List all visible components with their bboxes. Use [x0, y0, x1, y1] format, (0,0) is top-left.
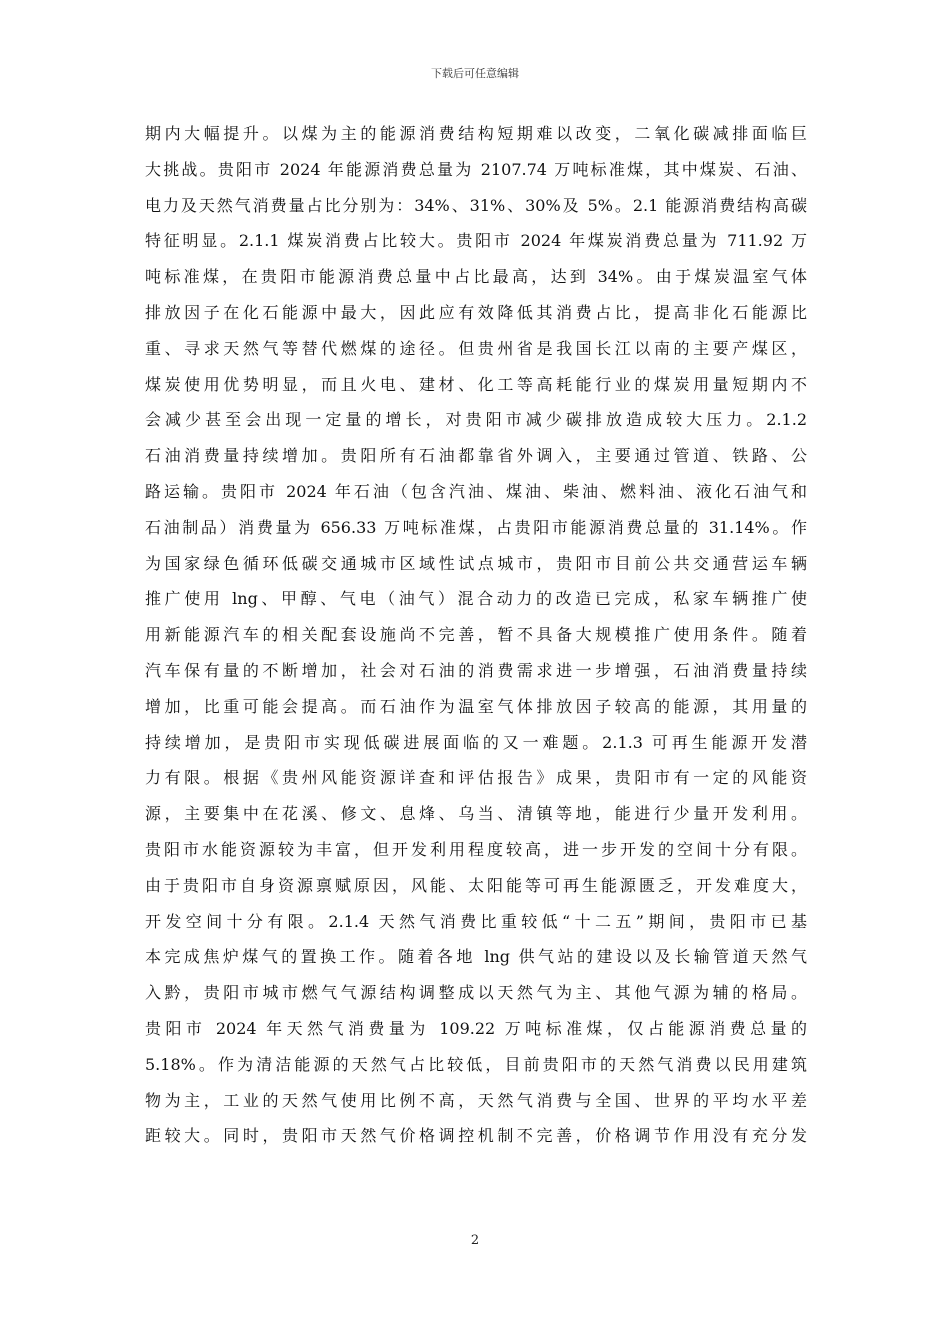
text-line: 会减少甚至会出现一定量的增长，对贵阳市减少碳排放造成较大压力。2.1.2: [145, 410, 807, 430]
text-line: 为国家绿色循环低碳交通城市区域性试点城市，贵阳市目前公共交通营运车辆: [145, 553, 807, 573]
text-line: 电力及天然气消费量占比分别为：34%、31%、30%及 5%。2.1 能源消费结构高碳: [145, 195, 807, 215]
body-paragraph: [145, 116, 807, 1154]
text-line: 排放因子在化石能源中最大，因此应有效降低其消费占比，提高非化石能源比: [145, 302, 807, 322]
text-line: 由于贵阳市自身资源禀赋原因，风能、太阳能等可再生能源匮乏，开发难度大，: [145, 875, 807, 895]
text-line: 距较大。同时，贵阳市天然气价格调控机制不完善，价格调节作用没有充分发: [145, 1126, 807, 1146]
text-line: 5.18%。作为清洁能源的天然气占比较低，目前贵阳市的天然气消费以民用建筑: [145, 1054, 807, 1074]
text-line: 贵阳市水能资源较为丰富，但开发利用程度较高，进一步开发的空间十分有限。: [145, 839, 807, 859]
text-line: 期内大幅提升。以煤为主的能源消费结构短期难以改变，二氧化碳减排面临巨: [145, 124, 807, 143]
page-header: 下载后可任意编辑: [431, 67, 519, 80]
text-line: 特征明显。2.1.1 煤炭消费占比较大。贵阳市 2024 年煤炭消费总量为 711.92 万: [145, 231, 807, 251]
text-line: 用新能源汽车的相关配套设施尚不完善，暂不具备大规模推广使用条件。随着: [145, 625, 807, 645]
text-line: 源，主要集中在花溪、修文、息烽、乌当、清镇等地，能进行少量开发利用。: [145, 804, 807, 824]
text-line: 重、寻求天然气等替代燃煤的途径。但贵州省是我国长江以南的主要产煤区，: [145, 338, 807, 358]
text-line: 石油消费量持续增加。贵阳所有石油都靠省外调入，主要通过管道、铁路、公: [145, 446, 807, 466]
text-line: 煤炭使用优势明显，而且火电、建材、化工等高耗能行业的煤炭用量短期内不: [145, 374, 807, 394]
text-line: 石油制品）消费量为 656.33 万吨标准煤，占贵阳市能源消费总量的 31.14%。作: [145, 517, 807, 537]
text-line: 物为主，工业的天然气使用比例不高，天然气消费与全国、世界的平均水平差: [145, 1090, 807, 1110]
text-line: 力有限。根据《贵州风能资源详查和评估报告》成果，贵阳市有一定的风能资: [145, 768, 807, 788]
text-line: 增加，比重可能会提高。而石油作为温室气体排放因子较高的能源，其用量的: [145, 696, 807, 716]
page-number: 2: [470, 1233, 480, 1248]
text-line: 路运输。贵阳市 2024 年石油（包含汽油、煤油、柴油、燃料油、液化石油气和: [145, 481, 807, 501]
text-line: 开发空间十分有限。2.1.4 天然气消费比重较低“十二五”期间，贵阳市已基: [145, 911, 807, 931]
text-line: 入黔，贵阳市城市燃气气源结构调整成以天然气为主、其他气源为辅的格局。: [145, 983, 807, 1003]
text-line: 汽车保有量的不断增加，社会对石油的消费需求进一步增强，石油消费量持续: [145, 660, 807, 680]
text-line: 推广使用 lng、甲醇、气电（油气）混合动力的改造已完成，私家车辆推广使: [145, 589, 807, 609]
text-line: 贵阳市 2024 年天然气消费量为 109.22 万吨标准煤，仅占能源消费总量的: [145, 1018, 807, 1038]
text-line: 大挑战。贵阳市 2024 年能源消费总量为 2107.74 万吨标准煤，其中煤炭、石油、: [145, 159, 807, 179]
text-line: 持续增加，是贵阳市实现低碳进展面临的又一难题。2.1.3 可再生能源开发潜: [145, 732, 807, 752]
text-line: 吨标准煤，在贵阳市能源消费总量中占比最高，达到 34%。由于煤炭温室气体: [145, 267, 807, 287]
text-line: 本完成焦炉煤气的置换工作。随着各地 lng 供气站的建设以及长输管道天然气: [145, 947, 807, 967]
